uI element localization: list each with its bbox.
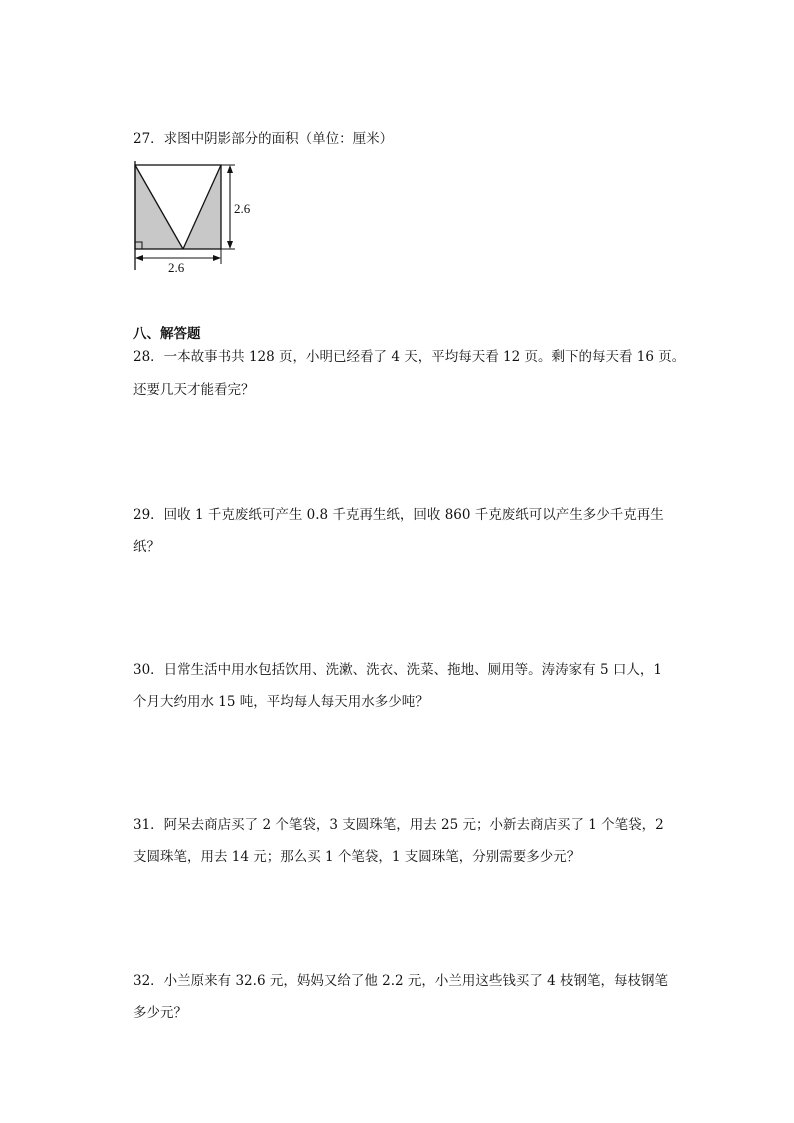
section-title: 八、解答题 [133,326,201,342]
height-label: 2.6 [234,201,251,216]
question-28-line1: 28．一本故事书共 128 页，小明已经看了 4 天，平均每天看 12 页。剩下的每天看 16 页。 [133,349,686,365]
question-32-line1: 32．小兰原来有 32.6 元，妈妈又给了他 2.2 元，小兰用这些钱买了 4 枝钢笔，每枝钢笔 [133,973,669,989]
question-29-line1: 29．回收 1 千克废纸可产生 0.8 千克再生纸，回收 860 千克废纸可以产生多少千克再生 [133,507,664,523]
question-28-line2: 还要几天才能看完？ [133,382,255,398]
question-29-line2: 纸？ [133,539,160,555]
question-31-line2: 支圆珠笔，用去 14 元；那么买 1 个笔袋，1 支圆珠笔，分别需要多少元？ [133,849,581,865]
question-27-text: 27．求图中阴影部分的面积（单位：厘米） [133,131,394,147]
question-30-line1: 30．日常生活中用水包括饮用、洗漱、洗衣、洗菜、拖地、厕用等。涛涛家有 5 口人，1 [133,662,662,678]
question-31-line1: 31．阿呆去商店买了 2 个笔袋，3 支圆珠笔，用去 25 元；小新去商店买了 1 个笔袋，2 [133,817,664,833]
shaded-area-figure [125,158,265,276]
question-32-line2: 多少元？ [133,1005,187,1021]
width-label: 2.6 [168,260,185,275]
question-30-line2: 个月大约用水 15 吨，平均每人每天用水多少吨？ [133,694,429,710]
